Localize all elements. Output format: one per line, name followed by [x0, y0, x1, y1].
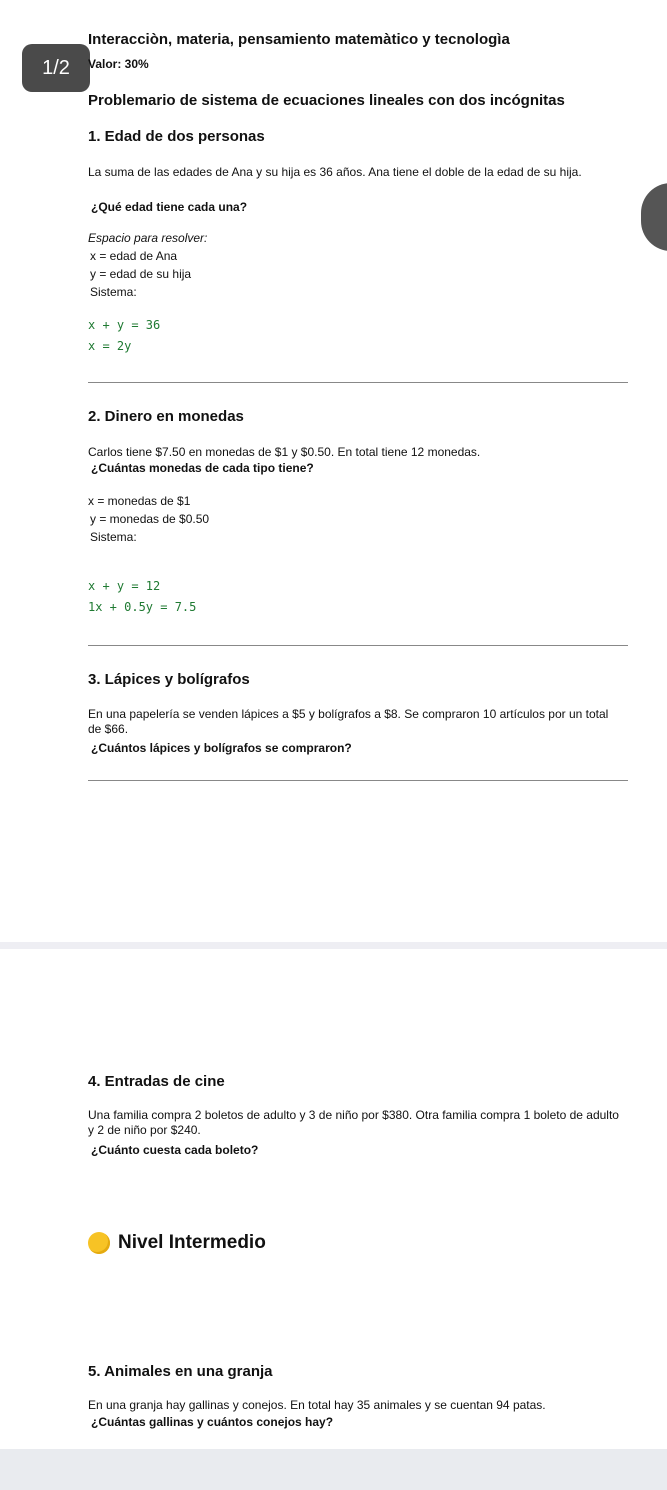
problem-3-question: ¿Cuántos lápices y bolígrafos se compraron?	[91, 741, 352, 755]
problem-5-statement: En una granja hay gallinas y conejos. En total hay 35 animales y se cuentan 94 patas.	[88, 1398, 546, 1412]
document-title: Problemario de sistema de ecuaciones lineales con dos incógnitas	[88, 92, 565, 109]
valor-label: Valor: 30%	[88, 57, 149, 71]
level-heading-text: Nivel Intermedio	[118, 1232, 266, 1253]
problem-2-equation-2: 1x + 0.5y = 7.5	[88, 600, 197, 614]
problem-1-heading: 1. Edad de dos personas	[88, 128, 265, 145]
problem-3-statement: En una papelería se venden lápices a $5 y bolígrafos a $8. Se compraron 10 artículos por un total de $66.	[88, 707, 609, 736]
problem-1-var-y: y = edad de su hija	[90, 267, 192, 281]
problem-3-heading: 3. Lápices y bolígrafos	[88, 671, 250, 688]
problem-1-equation-2: x = 2y	[88, 339, 132, 353]
problem-5-question: ¿Cuántas gallinas y cuántos conejos hay?	[91, 1415, 334, 1429]
problem-2-heading: 2. Dinero en monedas	[88, 408, 244, 425]
problem-2-statement: Carlos tiene $7.50 en monedas de $1 y $0.50. En total tiene 12 monedas.	[88, 445, 481, 459]
divider	[88, 382, 628, 383]
problem-1-equation-1: x + y = 36	[88, 318, 161, 332]
divider	[88, 645, 628, 646]
divider	[88, 780, 628, 781]
problem-2-equation-1: x + y = 12	[88, 579, 161, 593]
problem-1-question: ¿Qué edad tiene cada una?	[91, 200, 248, 214]
problem-1-var-x: x = edad de Ana	[90, 249, 178, 263]
course-title: Interacciòn, materia, pensamiento matemàtico y tecnologìa	[88, 31, 510, 48]
problem-4-heading: 4. Entradas de cine	[88, 1073, 225, 1090]
page-break	[0, 942, 667, 949]
problem-1-statement: La suma de las edades de Ana y su hija es 36 años. Ana tiene el doble de la edad de su hija.	[88, 165, 582, 179]
problem-1-space-label: Espacio para resolver:	[88, 231, 208, 245]
level-heading	[88, 1232, 266, 1254]
problem-2-var-x: x = monedas de $1	[88, 494, 191, 508]
footer-band	[0, 1449, 667, 1490]
problem-2-var-y: y = monedas de $0.50	[90, 512, 210, 526]
problem-2-system-label: Sistema:	[90, 530, 137, 544]
problem-4-statement: Una familia compra 2 boletos de adulto y 3 de niño por $380. Otra familia compra 1 boleto de adulto y 2 de niño por $240.	[88, 1108, 619, 1137]
yellow-circle-icon	[88, 1232, 110, 1254]
problem-4-question: ¿Cuánto cuesta cada boleto?	[91, 1143, 259, 1157]
problem-1-system-label: Sistema:	[90, 285, 137, 299]
page-indicator[interactable]: 1/2	[22, 44, 90, 92]
problem-5-heading: 5. Animales en una granja	[88, 1363, 273, 1380]
problem-2-question: ¿Cuántas monedas de cada tipo tiene?	[91, 461, 314, 475]
side-scroll-handle[interactable]	[641, 183, 667, 251]
